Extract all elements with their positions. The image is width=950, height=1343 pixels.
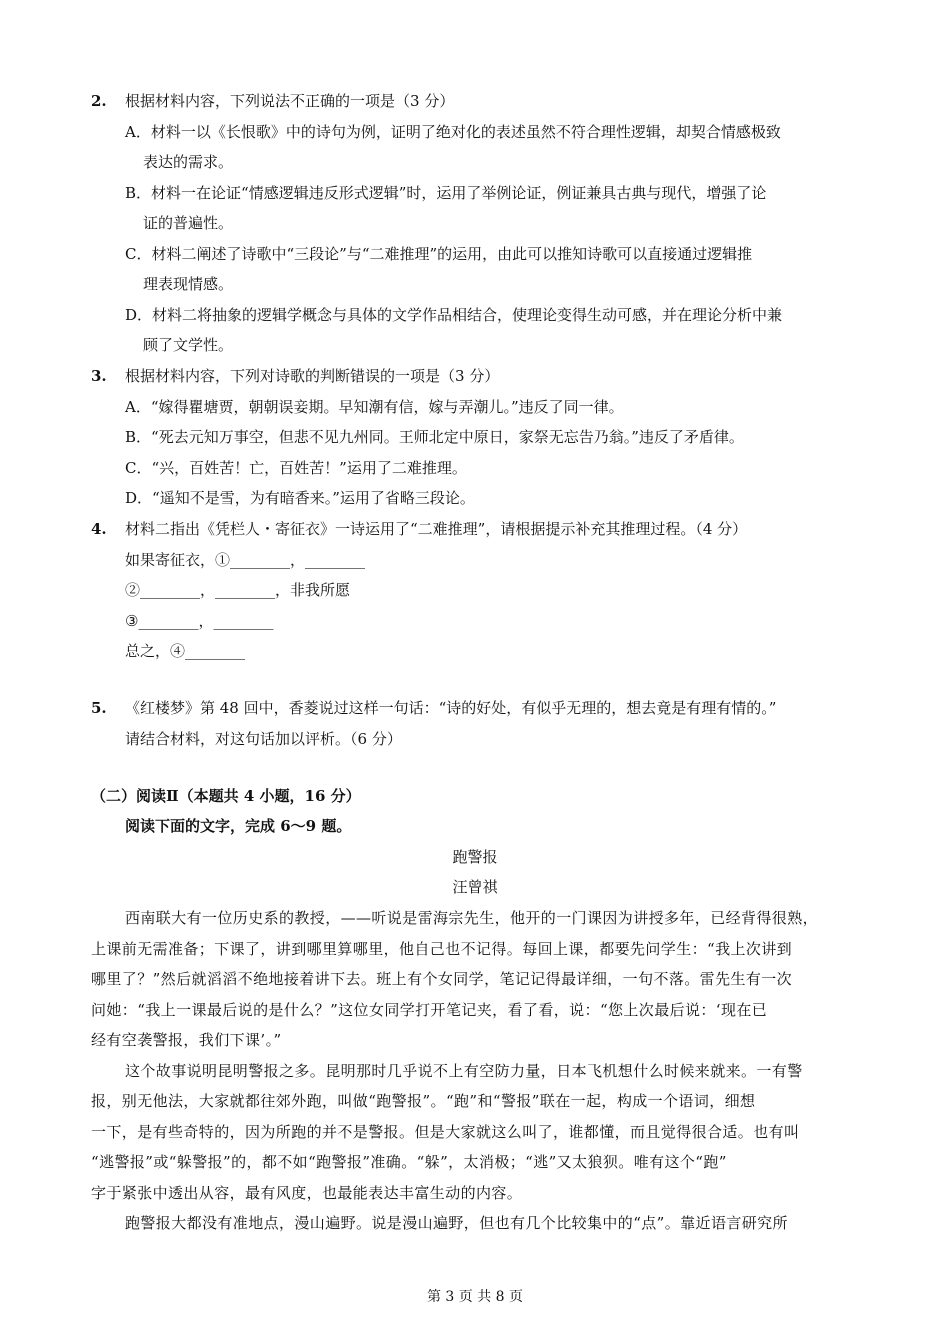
q4-blank-line-2: ②________，________，非我所愿 [125, 581, 351, 599]
passage-author: 汪曾祺 [452, 878, 498, 896]
q3-option-d: D．“遥知不是雪，为有暗香来。”运用了省略三段论。 [125, 489, 475, 507]
passage-p2-line1: 这个故事说明昆明警报之多。昆明那时几乎说不上有空防力量，日本飞机想什么时候来就来。一有警 [125, 1062, 803, 1080]
q2-option-c-line1: C．材料二阐述了诗歌中“三段论”与“二难推理”的运用，由此可以推知诗歌可以直接通过逻辑推 [125, 245, 753, 263]
passage-p1-line3: 哪里了？”然后就滔滔不绝地接着讲下去。班上有个女同学，笔记记得最详细，一句不落。雷先生有一次 [91, 970, 793, 988]
section-heading: （二）阅读Ⅱ（本题共 4 小题，16 分） [91, 787, 361, 805]
q2-number: 2. [91, 92, 107, 110]
q2-option-a-line1: A．材料一以《长恨歌》中的诗句为例，证明了绝对化的表述虽然不符合理性逻辑，却契合情感极致 [125, 123, 781, 141]
q3-option-b: B．“死去元知万事空，但悲不见九州同。王师北定中原日，家祭无忘告乃翁。”违反了矛盾律。 [125, 428, 744, 446]
passage-p3-line1: 跑警报大都没有准地点，漫山遍野。说是漫山遍野，但也有几个比较集中的“点”。靠近语言研究所 [125, 1214, 788, 1232]
q2-option-c-line2: 理表现情感。 [143, 275, 234, 293]
q5-number: 5. [91, 699, 107, 717]
passage-p2-line4: “逃警报”或“躲警报”的，都不如“跑警报”准确。“躲”，太消极；“逃”又太狼狈。唯有这个“跑” [91, 1153, 727, 1171]
passage-p1-line2: 上课前无需准备；下课了，讲到哪里算哪里，他自己也不记得。每回上课，都要先问学生：“我上次讲到 [91, 940, 793, 958]
q5-stem-line1: 《红楼梦》第 48 回中，香菱说过这样一句话：“诗的好处，有似乎无理的，想去竟是有理有情的。” [125, 699, 777, 717]
passage-p2-line2: 报，别无他法，大家就都往郊外跑，叫做“跑警报”。“跑”和“警报”联在一起，构成一个语词，细想 [91, 1092, 756, 1110]
q4-number: 4. [91, 520, 107, 538]
q5-stem-line2: 请结合材料，对这句话加以评析。（6 分） [125, 730, 402, 748]
section-instruction: 阅读下面的文字，完成 6～9 题。 [125, 817, 352, 835]
q4-blank-line-3: ③________，________ [125, 612, 274, 630]
q3-number: 3. [91, 367, 107, 385]
q2-stem: 根据材料内容，下列说法不正确的一项是（3 分） [125, 92, 455, 110]
q3-stem: 根据材料内容，下列对诗歌的判断错误的一项是（3 分） [125, 367, 500, 385]
page-footer: 第 3 页 共 8 页 [426, 1289, 524, 1305]
q3-option-a: A．“嫁得瞿塘贾，朝朝误妾期。早知潮有信，嫁与弄潮儿。”违反了同一律。 [125, 398, 624, 416]
passage-title: 跑警报 [452, 848, 498, 866]
q2-option-b-line2: 证的普遍性。 [143, 214, 234, 232]
q2-option-b-line1: B．材料一在论证“情感逻辑违反形式逻辑”时，运用了举例论证，例证兼具古典与现代，增强了论 [125, 184, 767, 202]
passage-p2-line3: 一下，是有些奇特的，因为所跑的并不是警报。但是大家就这么叫了，谁都懂，而且觉得很合适。也有叫 [91, 1123, 800, 1141]
passage-p2-line5: 字于紧张中透出从容，最有风度，也最能表达丰富生动的内容。 [91, 1184, 523, 1202]
q4-blank-line-1: 如果寄征衣，①________，________ [125, 551, 366, 569]
q4-stem: 材料二指出《凭栏人・寄征衣》一诗运用了“二难推理”，请根据提示补充其推理过程。（4 分） [125, 520, 748, 538]
q2-option-d-line2: 顾了文学性。 [143, 336, 234, 354]
q3-option-c: C．“兴，百姓苦！亡，百姓苦！”运用了二难推理。 [125, 459, 467, 477]
q4-blank-line-4: 总之，④________ [125, 642, 246, 660]
q2-option-d-line1: D．材料二将抽象的逻辑学概念与具体的文学作品相结合，使理论变得生动可感，并在理论分析中兼 [125, 306, 783, 324]
passage-p1-line1: 西南联大有一位历史系的教授，——听说是雷海宗先生，他开的一门课因为讲授多年，已经背得很熟， [125, 909, 819, 927]
passage-p1-line4: 问她：“我上一课最后说的是什么？”这位女同学打开笔记夹，看了看，说：“您上次最后说：‘现在已 [91, 1001, 768, 1019]
q2-option-a-line2: 表达的需求。 [143, 153, 234, 171]
passage-p1-line5: 经有空袭警报，我们下课’。” [91, 1031, 282, 1049]
